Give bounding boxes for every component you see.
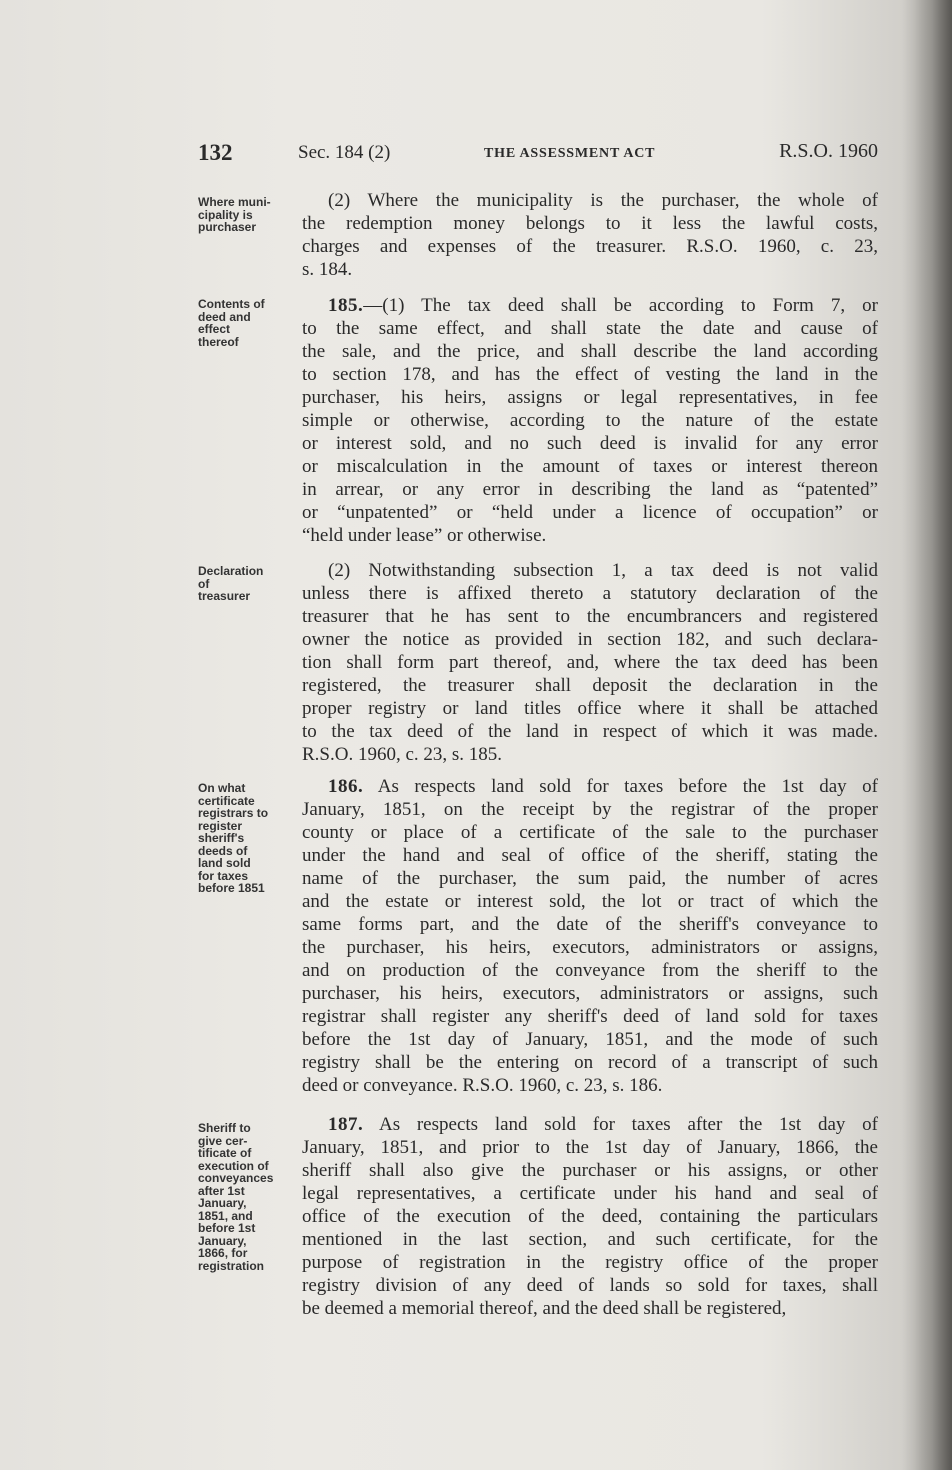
margin-note-line: Sheriff to (198, 1121, 251, 1135)
margin-note (198, 196, 302, 234)
margin-note-line: before 1851 (198, 881, 265, 895)
text-line: mentioned in the last section, and such certificate, for the (302, 1229, 878, 1250)
margin-note-line: cipality is (198, 207, 253, 222)
text-line: office of the execution of the deed, containing the particulars (302, 1206, 878, 1227)
paragraph-187 (302, 1113, 878, 1320)
margin-note-line: conveyances (198, 1171, 274, 1185)
text-line: (2) Notwithstanding subsection 1, a tax deed is not valid (328, 560, 878, 581)
page-number: 132 (198, 140, 233, 165)
text-line: (2) Where the municipality is the purchaser, the whole of (328, 190, 878, 211)
margin-note-line: registration (198, 1258, 265, 1273)
margin-note (198, 298, 302, 348)
running-header (198, 140, 878, 170)
text-line: 185.—(1) The tax deed shall be according to Form 7, or (328, 295, 878, 316)
margin-note-line: of (198, 576, 210, 591)
margin-note-line: treasurer (198, 589, 251, 603)
margin-note-line: January, (198, 1196, 247, 1210)
text-line: purchaser, his heirs, executors, administrators or assigns, such (302, 983, 878, 1004)
section-reference: Sec. 184 (2) (298, 142, 391, 163)
text-line: purchaser, his heirs, assigns or legal representatives, in fee (302, 387, 878, 408)
paragraph-186 (302, 775, 878, 1097)
text-line: tion shall form part thereof, and, where the tax deed has been (302, 652, 878, 673)
margin-note-line: tificate of (198, 1146, 252, 1160)
margin-note (198, 565, 302, 603)
margin-note-line: On what (198, 781, 246, 795)
text-line: county or place of a certificate of the sale to the purchaser (302, 822, 878, 843)
margin-note-line: 1866, for (198, 1246, 248, 1260)
section-number: 187. (328, 1114, 364, 1135)
margin-note-line: land sold (198, 856, 251, 870)
margin-note-line: register (198, 818, 243, 833)
text-line: owner the notice as provided in section 182, and such declara- (302, 629, 878, 650)
text-line: sheriff shall also give the purchaser or his assigns, or other (302, 1160, 878, 1181)
paragraph-185-2 (302, 559, 878, 766)
page-spine-shadow (902, 0, 952, 1470)
text-line: or miscalculation in the amount of taxes or interest thereon (302, 456, 878, 477)
text-line: and on production of the conveyance from the sheriff to the (302, 960, 878, 981)
margin-note-line: after 1st (198, 1183, 245, 1198)
text-line: purpose of registration in the registry office of the proper (302, 1252, 878, 1273)
margin-note-line: before 1st (198, 1221, 256, 1235)
text-line: registry shall be the entering on record of a transcript of such (302, 1052, 878, 1073)
margin-note-line: 1851, and (198, 1208, 253, 1223)
text-line: to the same effect, and shall state the date and cause of (302, 318, 878, 339)
text-line: to the tax deed of the land in respect of which it was made. (302, 721, 878, 742)
margin-note-line: Declaration (198, 564, 264, 578)
text-line: registrar shall register any sheriff's deed of land sold for taxes (302, 1006, 878, 1027)
margin-note-line: thereof (198, 334, 239, 349)
text-line: legal representatives, a certificate under his hand and seal of (302, 1183, 878, 1204)
margin-note-line: Contents of (198, 297, 265, 311)
margin-note-line: give cer- (198, 1133, 248, 1148)
text-line: registered, the treasurer shall deposit the declaration in the (302, 675, 878, 696)
section-number: 186. (328, 776, 364, 797)
margin-note-line: deeds of (198, 843, 248, 858)
text-line: same forms part, and the date of the sheriff's conveyance to (302, 914, 878, 935)
section-number: 185. (328, 295, 364, 316)
text-line: or interest sold, and no such deed is invalid for any error (302, 433, 878, 454)
text-line: the sale, and the price, and shall describe the land according (302, 341, 878, 362)
text-line: or “unpatented” or “held under a licence of occupation” or (302, 502, 878, 523)
text-line: in arrear, or any error in describing the land as “patented” (302, 479, 878, 500)
text-line: the purchaser, his heirs, executors, administrators or assigns, (302, 937, 878, 958)
text-line: “held under lease” or otherwise. (302, 525, 547, 546)
text-line: unless there is affixed thereto a statutory declaration of the (302, 583, 878, 604)
margin-note-line: for taxes (198, 868, 249, 883)
text-line: treasurer that he has sent to the encumbrancers and registered (302, 606, 878, 627)
text-line: 187. As respects land sold for taxes after the 1st day of (328, 1114, 878, 1135)
margin-note-line: Where muni- (198, 195, 271, 209)
text-line: and the estate or interest sold, the lot or tract of which the (302, 891, 878, 912)
text-line: January, 1851, on the receipt by the registrar of the proper (302, 799, 878, 820)
margin-note-line: certificate (198, 793, 255, 808)
edition-label: R.S.O. 1960 (779, 140, 878, 162)
text-line: the redemption money belongs to it less the lawful costs, (302, 213, 878, 234)
text-line: charges and expenses of the treasurer. R.S.O. 1960, c. 23, (302, 236, 878, 257)
text-line: simple or otherwise, according to the nature of the estate (302, 410, 878, 431)
margin-note-line: effect (198, 322, 231, 336)
text-line: 186. As respects land sold for taxes before the 1st day of (328, 776, 878, 797)
text-line: before the 1st day of January, 1851, and the mode of such (302, 1029, 878, 1050)
act-title: THE ASSESSMENT ACT (484, 146, 656, 161)
text-line: R.S.O. 1960, c. 23, s. 185. (302, 744, 503, 765)
margin-note-line: deed and (198, 309, 251, 324)
margin-note (198, 1122, 302, 1272)
text-line: under the hand and seal of office of the sheriff, stating the (302, 845, 878, 866)
margin-note-line: registrars to (198, 806, 269, 820)
text-line: to section 178, and has the effect of vesting the land in the (302, 364, 878, 385)
margin-note-line: execution of (198, 1158, 269, 1173)
text-line: name of the purchaser, the sum paid, the number of acres (302, 868, 878, 889)
margin-note-line: January, (198, 1233, 247, 1248)
text-line: registry division of any deed of lands so sold for taxes, shall (302, 1275, 878, 1296)
text-line: deed or conveyance. R.S.O. 1960, c. 23, s. 186. (302, 1075, 663, 1096)
margin-note-line: sheriff's (198, 831, 245, 845)
text-line: s. 184. (302, 259, 353, 280)
paragraph-185-1 (302, 294, 878, 547)
text-line: proper registry or land titles office where it shall be attached (302, 698, 878, 719)
paragraph-184-2 (302, 189, 878, 281)
margin-note (198, 782, 302, 895)
text-line: be deemed a memorial thereof, and the deed shall be registered, (302, 1298, 787, 1319)
text-line: January, 1851, and prior to the 1st day of January, 1866, the (302, 1137, 878, 1158)
margin-note-line: purchaser (198, 220, 257, 234)
